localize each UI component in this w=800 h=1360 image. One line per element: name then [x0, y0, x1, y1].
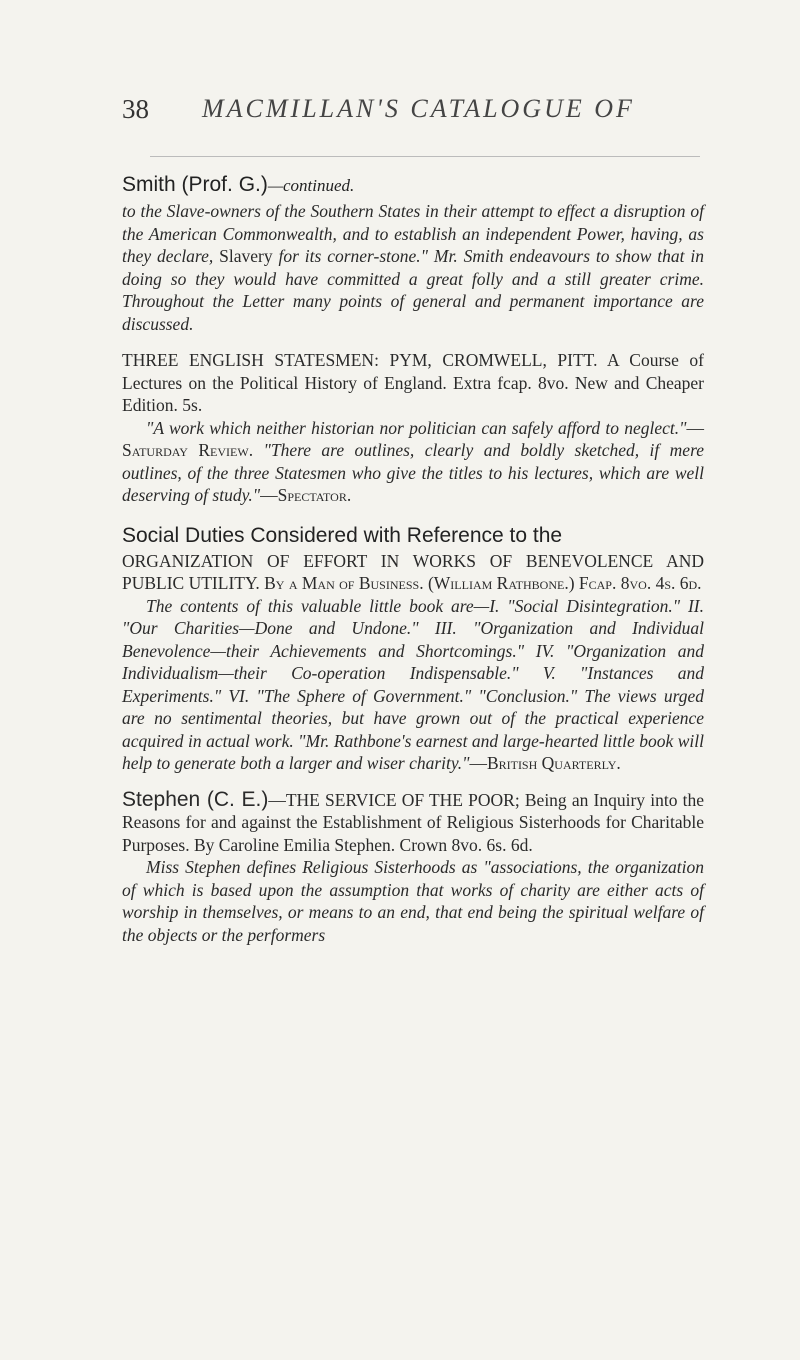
entry-three-statesmen: [122, 349, 704, 507]
entry-heading: Social Duties Considered with Reference to the: [122, 523, 563, 547]
author-name: Stephen (C. E.): [122, 787, 269, 811]
book-details: By a Man of Business. (William Rathbone.) Fcap. 8vo. 4s. 6d.: [259, 573, 702, 593]
review-quote: "There are outlines, clearly and boldly sketched, if mere outlines, of the three Statesmen who give the titles to his lectures, which are well deserving of study.": [122, 440, 704, 505]
review-source: —Saturday Review.: [122, 417, 704, 460]
book-details: Being an Inquiry into the Reasons for and against the Establishment of Religious Sisterhoods for Charitable Purposes. By Caroline Emilia Stephen. Crown 8vo. 6s. 6d.: [122, 789, 705, 855]
entry-title-paragraph: [122, 349, 704, 417]
page-content: [122, 170, 704, 960]
review-quote: "A work which neither historian nor politician can safely afford to neglect.": [146, 417, 687, 438]
book-title: —THE SERVICE OF THE POOR;: [268, 789, 520, 810]
entry-heading: [122, 170, 704, 200]
entry-review: Miss Stephen defines Religious Sisterhoods as "associations, the organization of which is based upon the assumption that works of charity are either acts of worship in themselves, or means to an end, that end being the spiritual welfare of the objects or the performers: [122, 857, 704, 945]
review-source: —British Quarterly.: [469, 753, 621, 773]
entry-title-paragraph: [122, 550, 704, 595]
continued-label: —continued.: [267, 176, 355, 195]
book-details: A Course of Lectures on the Political History of England. Extra fcap. 8vo. New and Cheaper Edition. 5s.: [122, 350, 704, 415]
entry-contents: The contents of this valuable little book are—I. "Social Disintegration." II. "Our Charities—Done and Undone." III. "Organization and Individual Benevolence—their Achievements and Shortcomings." IV. "Organization and Individualism—their Co-operation Indispensable." V. "Instances and Experiments." VI. "The Sphere of Government." "Conclusion." The views urged are no sentimental theories, but have grown out of the practical experience acquired in actual work. "Mr. Rathbone's earnest and large-hearted little book will help to generate both a larger and wiser charity."—British Quarterly.: [122, 595, 704, 773]
entry-stephen: [122, 789, 704, 947]
entry-description: to the Slave-owners of the Southern States in their attempt to effect a disruption of the American Commonwealth, and to establish an independent Power, having, as they declare, Slavery for its corner-stone." Mr. Smith endeavours to show that in doing so they would have committed a great folly and a still greater crime. Throughout the Letter many points of general and permanent importance are discussed.: [122, 201, 704, 334]
entry-title-paragraph: [122, 789, 704, 857]
page-number: 38: [122, 94, 149, 124]
review-source: —Spectator.: [260, 485, 352, 505]
page-header: [122, 94, 702, 134]
entry-social-duties: [122, 521, 704, 775]
header-rule: [150, 156, 700, 157]
book-title: ORGANIZATION OF EFFORT IN WORKS OF BENEVOLENCE AND PUBLIC UTILITY.: [122, 550, 704, 593]
running-title: MACMILLAN'S CATALOGUE OF: [202, 94, 635, 123]
book-title: THREE ENGLISH STATESMEN: PYM, CROMWELL, PITT.: [122, 350, 598, 370]
entry-smith: [122, 170, 704, 335]
author-name: Smith (Prof. G.): [122, 173, 268, 196]
review-quotes: [122, 417, 704, 507]
